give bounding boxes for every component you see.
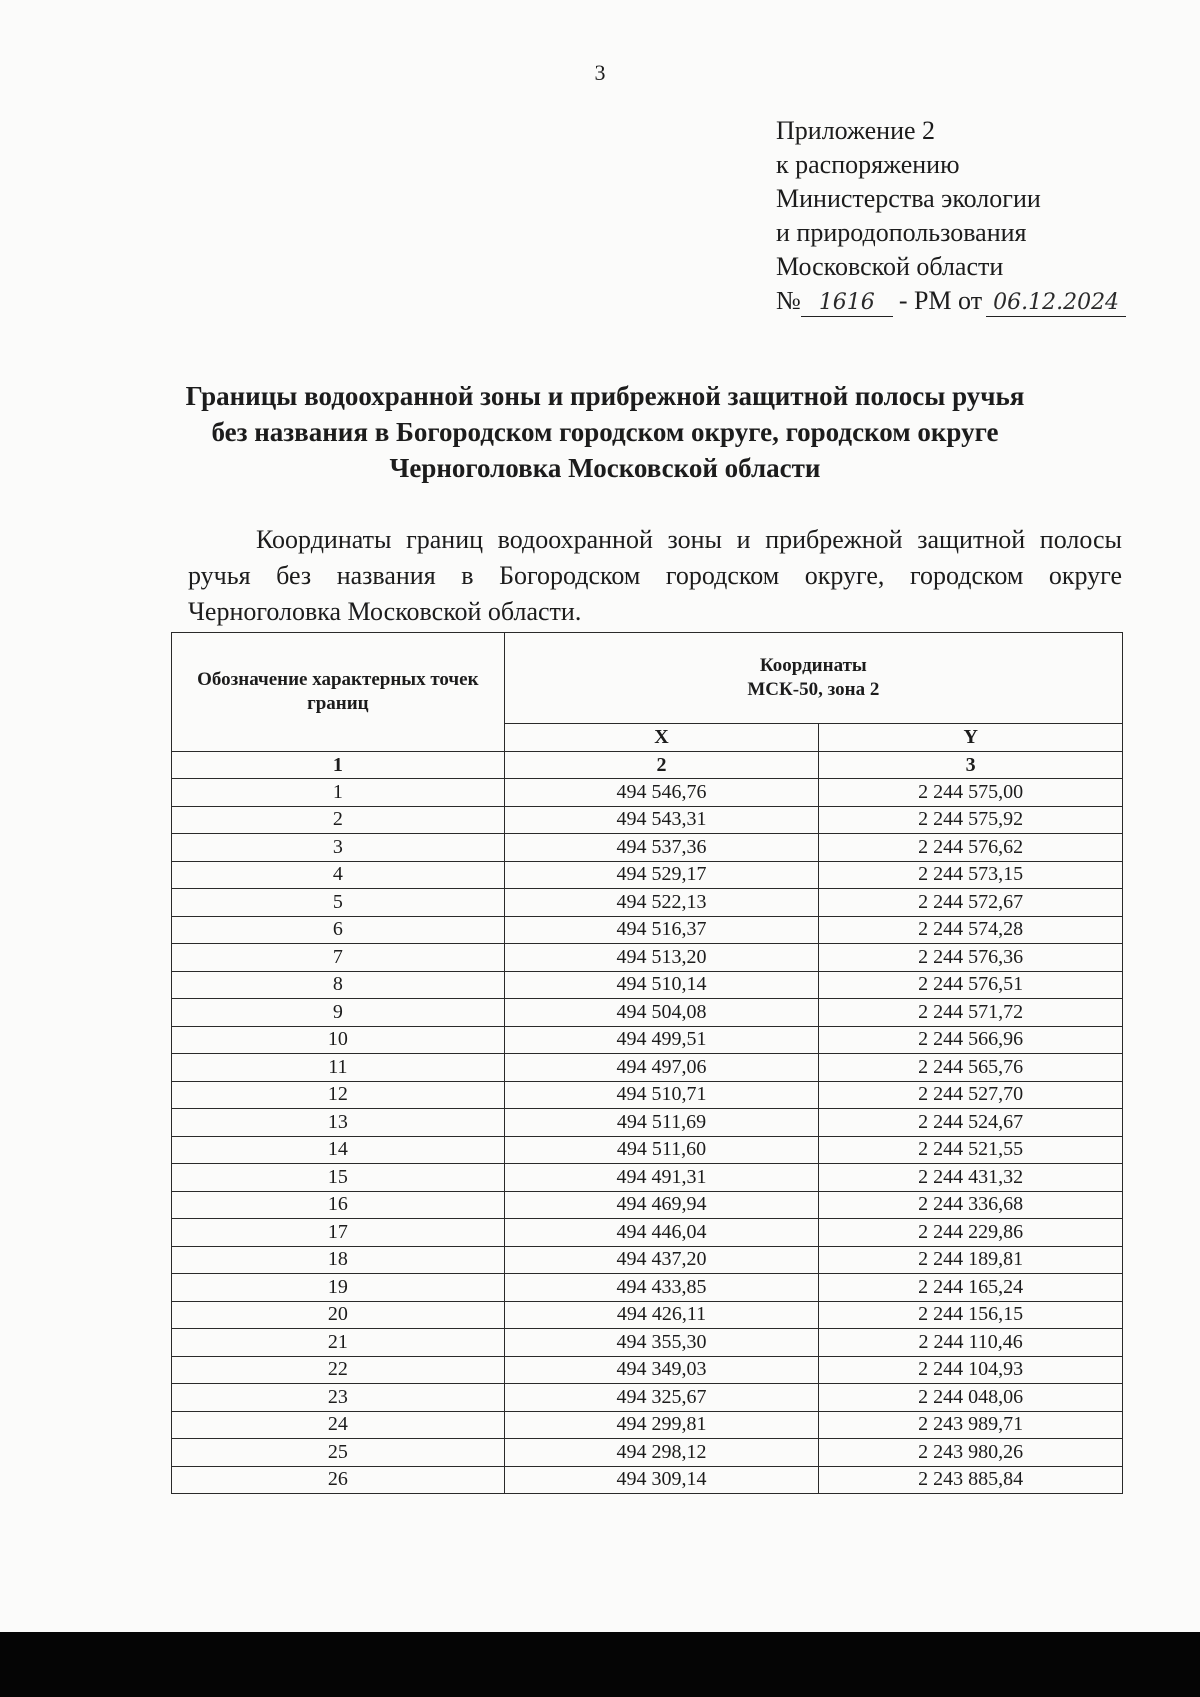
y-coordinate-cell: 2 244 189,81	[819, 1246, 1123, 1274]
x-coordinate-cell: 494 298,12	[504, 1439, 819, 1467]
point-number-cell: 20	[172, 1301, 505, 1329]
point-number-cell: 16	[172, 1191, 505, 1219]
header-coordinates	[504, 633, 1122, 724]
handwritten-order-number: 1616	[801, 290, 893, 317]
x-coordinate-cell: 494 299,81	[504, 1411, 819, 1439]
point-number-cell: 25	[172, 1439, 505, 1467]
col-number-2: 2	[504, 752, 819, 779]
title-line: без названия в Богородском городском округе, городском округе	[211, 417, 999, 447]
appendix-line: к распоряжению	[776, 150, 960, 179]
point-number-cell: 18	[172, 1246, 505, 1274]
number-suffix: - РМ от	[898, 286, 983, 315]
table-row	[172, 916, 1123, 944]
table-row	[172, 999, 1123, 1027]
header-x: X	[504, 724, 819, 752]
point-number-cell: 19	[172, 1274, 505, 1302]
table-row	[172, 971, 1123, 999]
y-coordinate-cell: 2 243 989,71	[819, 1411, 1123, 1439]
appendix-line: Московской области	[776, 252, 1004, 281]
point-number-cell: 23	[172, 1384, 505, 1412]
point-number-cell: 15	[172, 1164, 505, 1192]
x-coordinate-cell: 494 504,08	[504, 999, 819, 1027]
y-coordinate-cell: 2 244 527,70	[819, 1081, 1123, 1109]
x-coordinate-cell: 494 499,51	[504, 1026, 819, 1054]
y-coordinate-cell: 2 244 571,72	[819, 999, 1123, 1027]
y-coordinate-cell: 2 244 110,46	[819, 1329, 1123, 1357]
header-coords-system: МСК-50, зона 2	[747, 679, 880, 700]
table-row	[172, 779, 1123, 807]
document-title	[160, 378, 1050, 486]
point-number-cell: 22	[172, 1356, 505, 1384]
point-number-cell: 1	[172, 779, 505, 807]
x-coordinate-cell: 494 446,04	[504, 1219, 819, 1247]
table-row	[172, 1136, 1123, 1164]
point-number-cell: 8	[172, 971, 505, 999]
x-coordinate-cell: 494 309,14	[504, 1466, 819, 1494]
table-row	[172, 1246, 1123, 1274]
point-number-cell: 17	[172, 1219, 505, 1247]
point-number-cell: 6	[172, 916, 505, 944]
point-number-cell: 11	[172, 1054, 505, 1082]
x-coordinate-cell: 494 510,71	[504, 1081, 819, 1109]
y-coordinate-cell: 2 244 576,51	[819, 971, 1123, 999]
col-number-1: 1	[172, 752, 505, 779]
y-coordinate-cell: 2 244 524,67	[819, 1109, 1123, 1137]
x-coordinate-cell: 494 546,76	[504, 779, 819, 807]
appendix-block	[776, 114, 1126, 318]
table-row	[172, 1081, 1123, 1109]
y-coordinate-cell: 2 244 575,92	[819, 806, 1123, 834]
table-row	[172, 1356, 1123, 1384]
y-coordinate-cell: 2 244 566,96	[819, 1026, 1123, 1054]
table-row	[172, 1301, 1123, 1329]
table-row	[172, 1219, 1123, 1247]
x-coordinate-cell: 494 426,11	[504, 1301, 819, 1329]
y-coordinate-cell: 2 243 885,84	[819, 1466, 1123, 1494]
x-coordinate-cell: 494 469,94	[504, 1191, 819, 1219]
x-coordinate-cell: 494 522,13	[504, 889, 819, 917]
table-row	[172, 1466, 1123, 1494]
y-coordinate-cell: 2 244 574,28	[819, 916, 1123, 944]
y-coordinate-cell: 2 244 165,24	[819, 1274, 1123, 1302]
y-coordinate-cell: 2 244 104,93	[819, 1356, 1123, 1384]
y-coordinate-cell: 2 244 048,06	[819, 1384, 1123, 1412]
table-row	[172, 1384, 1123, 1412]
y-coordinate-cell: 2 244 576,36	[819, 944, 1123, 972]
table-row	[172, 861, 1123, 889]
point-number-cell: 7	[172, 944, 505, 972]
table-row	[172, 834, 1123, 862]
x-coordinate-cell: 494 516,37	[504, 916, 819, 944]
table-row	[172, 1411, 1123, 1439]
table-row	[172, 1026, 1123, 1054]
y-coordinate-cell: 2 244 229,86	[819, 1219, 1123, 1247]
x-coordinate-cell: 494 529,17	[504, 861, 819, 889]
point-number-cell: 26	[172, 1466, 505, 1494]
x-coordinate-cell: 494 537,36	[504, 834, 819, 862]
appendix-line: Министерства экологии	[776, 184, 1041, 213]
point-number-cell: 21	[172, 1329, 505, 1357]
point-number-cell: 5	[172, 889, 505, 917]
intro-paragraph: Координаты границ водоохранной зоны и прибрежной защитной полосы ручья без названия в Богородском городском округе, городском округе Черноголовка Московской области.	[188, 525, 1122, 626]
y-coordinate-cell: 2 244 336,68	[819, 1191, 1123, 1219]
x-coordinate-cell: 494 543,31	[504, 806, 819, 834]
y-coordinate-cell: 2 244 576,62	[819, 834, 1123, 862]
table-row	[172, 1439, 1123, 1467]
point-number-cell: 3	[172, 834, 505, 862]
handwritten-order-date: 06.12.2024	[986, 290, 1126, 317]
y-coordinate-cell: 2 244 156,15	[819, 1301, 1123, 1329]
y-coordinate-cell: 2 244 572,67	[819, 889, 1123, 917]
table-row	[172, 1329, 1123, 1357]
header-coords-label: Координаты	[759, 655, 867, 676]
coordinates-table	[171, 632, 1123, 1494]
point-number-cell: 9	[172, 999, 505, 1027]
appendix-line: Приложение 2	[776, 116, 936, 145]
header-y: Y	[819, 724, 1123, 752]
y-coordinate-cell: 2 244 573,15	[819, 861, 1123, 889]
point-number-cell: 14	[172, 1136, 505, 1164]
y-coordinate-cell: 2 243 980,26	[819, 1439, 1123, 1467]
x-coordinate-cell: 494 433,85	[504, 1274, 819, 1302]
page-number: 3	[594, 60, 606, 85]
appendix-line: и природопользования	[776, 218, 1027, 247]
point-number-cell: 2	[172, 806, 505, 834]
x-coordinate-cell: 494 497,06	[504, 1054, 819, 1082]
x-coordinate-cell: 494 510,14	[504, 971, 819, 999]
table-body	[172, 779, 1123, 1494]
header-points: Обозначение характерных точек границ	[172, 633, 505, 752]
x-coordinate-cell: 494 491,31	[504, 1164, 819, 1192]
x-coordinate-cell: 494 355,30	[504, 1329, 819, 1357]
number-prefix: №	[776, 286, 801, 315]
table-row	[172, 889, 1123, 917]
table-row	[172, 806, 1123, 834]
x-coordinate-cell: 494 511,69	[504, 1109, 819, 1137]
point-number-cell: 12	[172, 1081, 505, 1109]
title-line: Границы водоохранной зоны и прибрежной защитной полосы ручья	[185, 381, 1025, 411]
point-number-cell: 4	[172, 861, 505, 889]
table-row	[172, 1109, 1123, 1137]
col-number-3: 3	[819, 752, 1123, 779]
x-coordinate-cell: 494 349,03	[504, 1356, 819, 1384]
x-coordinate-cell: 494 511,60	[504, 1136, 819, 1164]
y-coordinate-cell: 2 244 431,32	[819, 1164, 1123, 1192]
point-number-cell: 24	[172, 1411, 505, 1439]
point-number-cell: 13	[172, 1109, 505, 1137]
table-row	[172, 1274, 1123, 1302]
y-coordinate-cell: 2 244 575,00	[819, 779, 1123, 807]
x-coordinate-cell: 494 325,67	[504, 1384, 819, 1412]
order-number-line	[776, 284, 1126, 318]
x-coordinate-cell: 494 437,20	[504, 1246, 819, 1274]
scan-bottom-border	[0, 1632, 1200, 1697]
y-coordinate-cell: 2 244 521,55	[819, 1136, 1123, 1164]
x-coordinate-cell: 494 513,20	[504, 944, 819, 972]
table-row	[172, 1164, 1123, 1192]
title-line: Черноголовка Московской области	[389, 453, 821, 483]
table-row	[172, 1054, 1123, 1082]
point-number-cell: 10	[172, 1026, 505, 1054]
table-row	[172, 944, 1123, 972]
y-coordinate-cell: 2 244 565,76	[819, 1054, 1123, 1082]
table-row	[172, 1191, 1123, 1219]
